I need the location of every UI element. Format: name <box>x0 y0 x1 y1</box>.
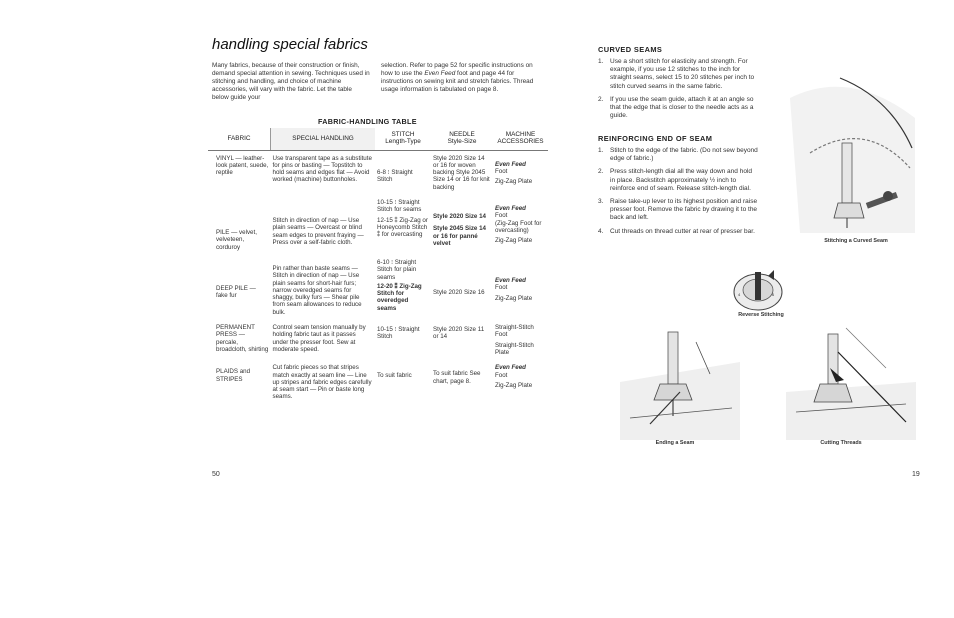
acc-line: Even Feed <box>495 160 526 168</box>
intro-col2-text-b: foot and page 44 for instructions on sewing knit and stretch fabrics. Thread usage information is tabulated on page 8. <box>381 70 534 94</box>
col-header-stitch-l2: Length-Type <box>385 138 421 146</box>
col-header-machine-l1: MACHINE <box>505 131 536 138</box>
list-item-number: 1. <box>598 58 604 65</box>
cell-stitch <box>375 195 431 255</box>
list-item <box>598 147 758 163</box>
list-item <box>598 58 758 91</box>
list-item <box>598 228 758 236</box>
list-item-text: If you use the seam guide, attach it at an angle so that the edge that is closer to the needle acts as a guide. <box>610 95 754 120</box>
list-item-number: 3. <box>598 198 604 206</box>
page-number-right: 19 <box>912 471 920 478</box>
acc-line: Foot <box>495 371 508 379</box>
stitch-line: 10-15 ⁝ Straight Stitch for seams <box>377 199 422 214</box>
acc-line: Zig-Zag Plate <box>495 178 533 186</box>
col-header-stitch <box>375 128 431 150</box>
caption-ending: Ending a Seam <box>655 440 695 446</box>
cell-handling: Use transparent tape as a substitute for pins or basting — Topstitch to hold seams and edges flat — Avoid worked (machine) buttonholes. <box>272 154 372 184</box>
list-item <box>598 96 758 121</box>
cell-fabric: PERMANENT PRESS — percale, broadcloth, shirting <box>216 324 269 353</box>
acc-line: Foot <box>495 167 508 175</box>
cell-stitch: To suit fabric <box>377 372 412 380</box>
cell-fabric: PLAIDS and STRIPES <box>216 368 251 383</box>
cell-fabric: VINYL — leather-look patent, suede, reptile <box>216 154 269 177</box>
acc-line: Zig-Zag Plate <box>495 237 533 245</box>
col-header-stitch-l1: STITCH <box>391 131 415 138</box>
stitch-line: 6-10 ⁝ Straight Stitch for plain seams <box>377 258 417 281</box>
acc-line: Foot <box>495 212 508 220</box>
cell-handling: Pin rather than baste seams — Stitch in direction of nap — Use plain seams for short-hair furs; narrow overedged seams for shaggy, bulky furs — Shear pile from seam allowances to reduce bulk. <box>272 264 362 316</box>
col-header-fabric: FABRIC <box>208 128 271 150</box>
list-item-number: 4. <box>598 227 604 235</box>
list-item <box>598 198 758 223</box>
acc-line: Foot <box>495 284 508 292</box>
cell-fabric: DEEP PILE — fake fur <box>216 284 256 300</box>
list-item-number: 2. <box>598 168 604 176</box>
cell-stitch: 6-8 ⁝ Straight Stitch <box>377 168 413 183</box>
acc-line: Even Feed <box>495 364 526 372</box>
list-item-number: 1. <box>598 147 604 154</box>
caption-reverse: Reverse Stitching <box>738 312 784 318</box>
cell-stitch <box>375 255 431 320</box>
cell-needle: Style 2020 Size 11 or 14 <box>433 326 485 341</box>
svg-text:4: 4 <box>738 292 741 297</box>
acc-line: Zig-Zag Plate <box>495 381 533 389</box>
page-heading: handling special fabrics <box>212 36 368 53</box>
stitch-line: 12-15 ⁑ Zig-Zag or Honeycomb Stitch ⁑ for overcasting <box>377 216 428 239</box>
cell-handling: Cut fabric pieces so that stripes match exactly at seam line — Line up stripes and fabric edges carefully at seam start — Pin or baste long seams. <box>272 364 372 401</box>
col-header-handling: SPECIAL HANDLING <box>271 128 376 150</box>
intro-paragraph-col1: Many fabrics, because of their construction or finish, demand special attention in sewing. Techniques used in stitching and handling, and choice of machine accessories, will vary with the fabric. Let the table below guide your <box>212 62 370 102</box>
list-item <box>598 168 758 193</box>
acc-line: Straight-Stitch Plate <box>495 341 534 356</box>
acc-line: Straight-Stitch Foot <box>495 324 534 339</box>
needle-line: Style 2045 Size 14 or 16 for panné velvet <box>433 225 486 247</box>
curved-seam-illustration <box>780 58 920 238</box>
stitch-line: 12-20 ⁑ Zig-Zag Stitch for overedged seams <box>377 282 422 312</box>
ending-seam-illustration <box>620 322 740 440</box>
caption-curved: Stitching a Curved Seam <box>824 238 888 244</box>
reinforcing-list <box>598 147 758 241</box>
reverse-stitching-dial-illustration <box>724 266 792 314</box>
caption-cutting: Cutting Threads <box>820 440 862 446</box>
list-item-text: Cut threads on thread cutter at rear of presser bar. <box>610 227 755 235</box>
cutting-threads-illustration <box>786 322 916 440</box>
cell-handling: Control seam tension manually by holding fabric taut as it passes under the presser foot. Sew at moderate speed. <box>272 324 366 353</box>
col-header-needle-l2: Style-Size <box>447 138 477 146</box>
curved-seams-list <box>598 58 758 125</box>
curved-seams-heading: CURVED SEAMS <box>598 45 663 54</box>
cell-stitch: 10-15 ⁝ Straight Stitch <box>377 326 420 341</box>
cell-needle: Style 2020 Size 14 or 16 for woven backing Style 2045 Size 14 or 16 for knit backing <box>433 154 490 191</box>
acc-line: Even Feed <box>495 276 526 284</box>
page-number-left: 50 <box>212 471 220 478</box>
list-item-text: Use a short stitch for elasticity and strength. For example, if you use 12 stitches to the inch for straight seams, select 15 to 20 stitches per inch to stitch curved seams in the same fabric. <box>610 58 755 90</box>
list-item-text: Press stitch-length dial all the way down and hold in place. Backstitch approximately ½ inch to reinforce end of seam. Release stitch-length dial. <box>610 168 752 192</box>
intro-col2-text-a: selection. Refer to page 52 for specific instructions on how to use the <box>381 62 533 78</box>
list-item-number: 2. <box>598 95 604 103</box>
list-item-text: Stitch to the edge of the fabric. (Do not sew beyond edge of fabric.) <box>610 147 758 163</box>
cell-needle: Style 2020 Size 16 <box>433 288 485 296</box>
col-header-needle-l1: NEEDLE <box>449 131 475 138</box>
acc-line: Even Feed <box>495 205 526 213</box>
acc-line: Zig-Zag Plate <box>495 294 533 302</box>
cell-fabric: PILE — velvet, velveteen, corduroy <box>216 229 257 251</box>
col-header-machine-l2: ACCESSORIES <box>497 138 544 146</box>
table-title: FABRIC-HANDLING TABLE <box>318 117 417 126</box>
needle-line: Style 2020 Size 14 <box>433 213 486 221</box>
svg-text:6: 6 <box>772 292 775 297</box>
cell-handling: Stitch in direction of nap — Use plain seams — Overcast or blind seam edges to prevent fraying — Press over a self-fabric cloth. <box>272 217 364 246</box>
cell-needle: To suit fabric See chart, page 8. <box>433 370 481 385</box>
reinforcing-heading: REINFORCING END OF SEAM <box>598 134 713 143</box>
list-item-text: Raise take-up lever to its highest position and raise presser foot. Remove the fabric by drawing it to the back and left. <box>610 198 758 222</box>
acc-line: (Zig-Zag Foot for overcasting) <box>495 219 542 234</box>
intro-col2-italic: Even Feed <box>424 70 456 78</box>
